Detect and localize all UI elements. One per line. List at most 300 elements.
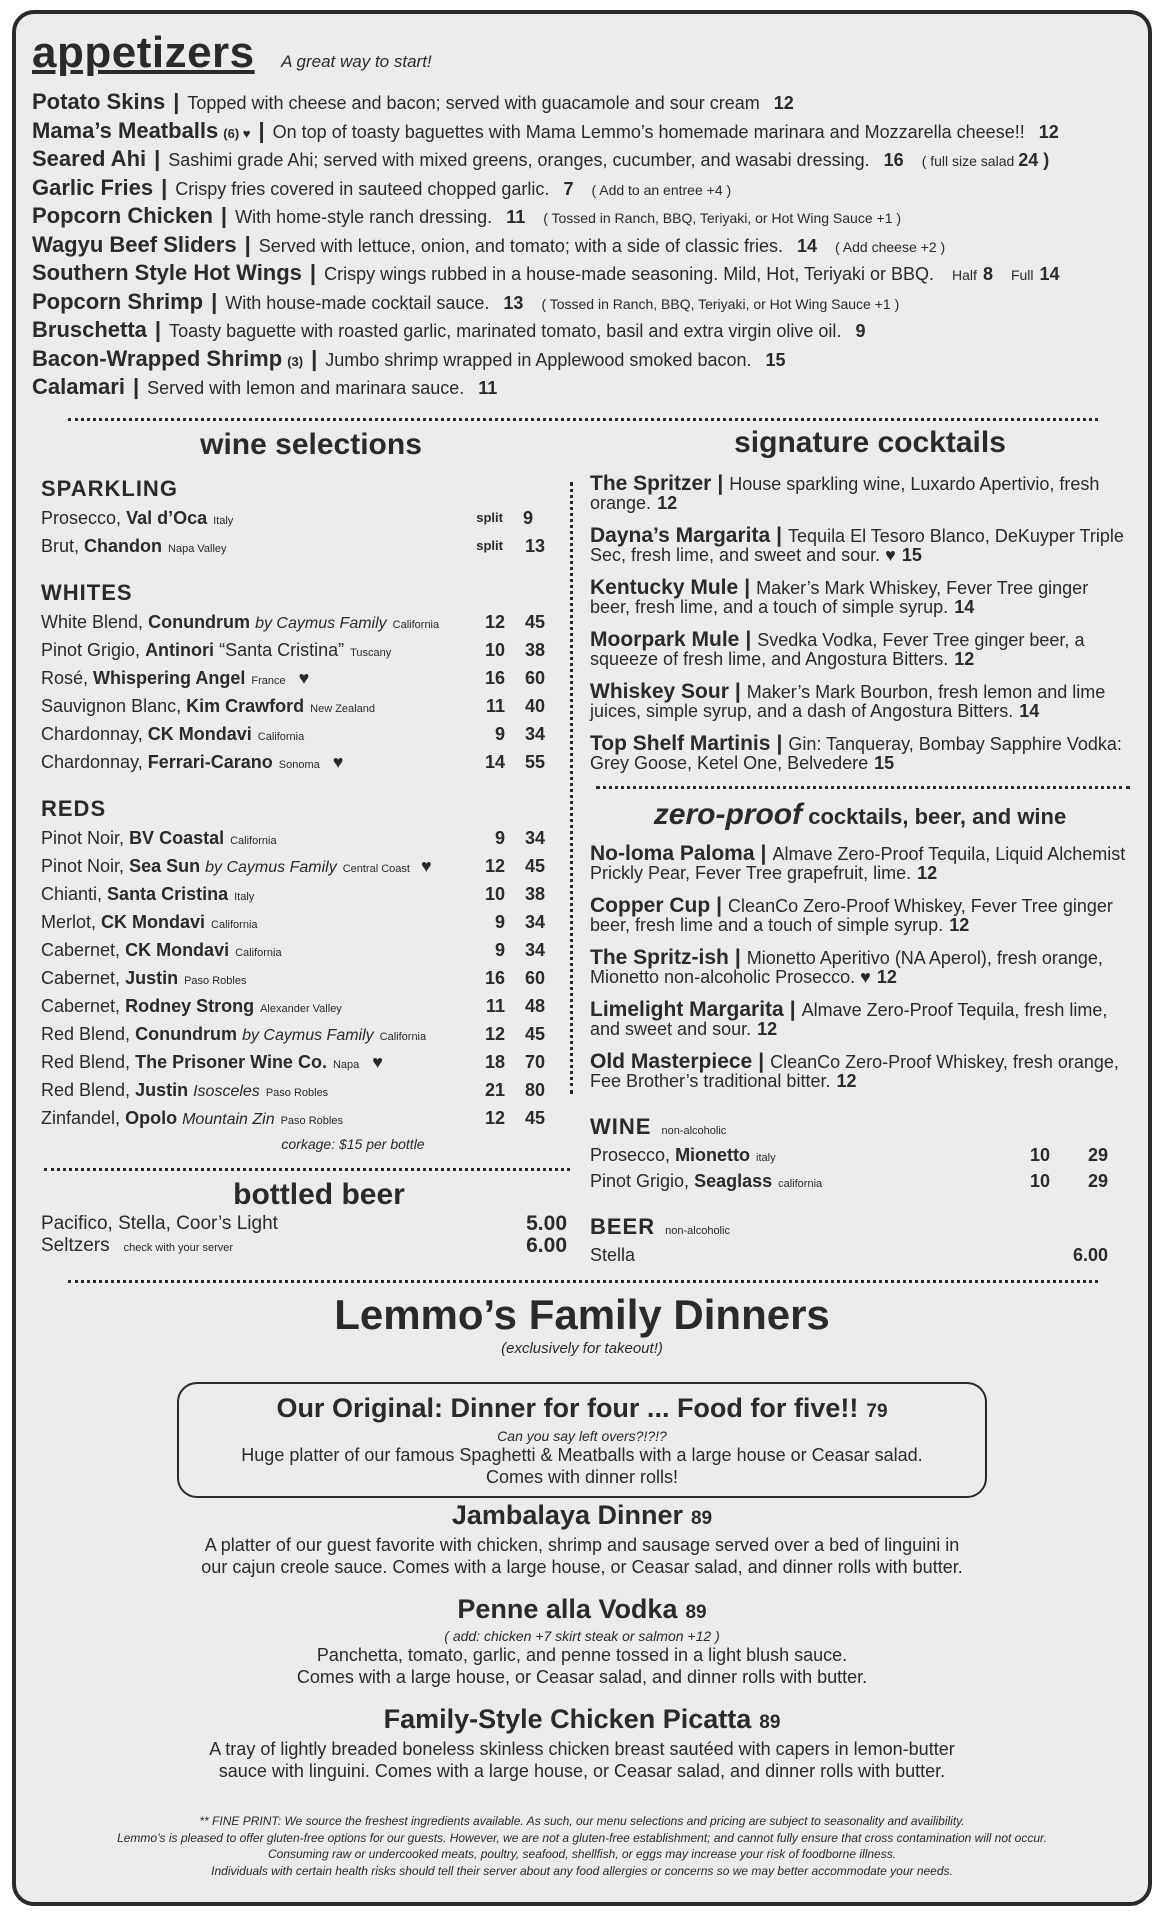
wine-region: Alexander Valley [260, 1003, 342, 1015]
wine-region: Central Coast [342, 863, 410, 875]
fine-print-line: Individuals with certain health risks should tell their server about any food allergies or concerns so we may better accommodate your needs. [211, 1863, 953, 1878]
appetizer-item: Bruschetta | Toasty baguette with roasted garlic, marinated tomato, basil and extra virgin olive oil. 9 [32, 317, 866, 342]
wine-region: California [211, 919, 258, 931]
na-wine-note: non-alcoholic [661, 1125, 727, 1137]
cocktail-desc: Tequila El Tesoro Blanco, DeKuyper Triple Sec, fresh lime, and sweet and sour. ♥ [590, 526, 1124, 565]
wine-type: Chardonnay, [41, 724, 143, 744]
cocktail-name: Moorpark Mule [590, 628, 740, 651]
wine-bottle-price: 34 [524, 724, 545, 744]
family-dinners [12, 1290, 1152, 1782]
wine-region: California [257, 731, 305, 743]
wine-type: Cabernet, [41, 968, 121, 988]
appetizer-price: 9 [855, 321, 866, 341]
wine-type: White Blend, [41, 612, 144, 632]
wine-type: Sauvignon Blanc, [41, 696, 182, 716]
wine-name: Antinori [145, 640, 215, 660]
appetizer-item: Bacon-Wrapped Shrimp (3) | Jumbo shrimp wrapped in Applewood smoked bacon. 15 [32, 345, 786, 371]
wine-name: Conundrum [148, 612, 251, 632]
wine-category-sparkling: SPARKLING [41, 476, 178, 501]
wine-row [41, 908, 545, 936]
wine-name: Sea Sun [129, 856, 201, 876]
wine-bottle-price: 29 [1087, 1171, 1108, 1191]
na-beer-row [590, 1242, 1108, 1268]
appetizer-name: Popcorn Chicken [32, 203, 213, 228]
cocktail-item: Top Shelf Martinis | Gin: Tanqueray, Bombay Sapphire Vodka: Grey Goose, Ketel One, Belvedere 15 [590, 732, 1122, 773]
heart-icon: ♥ [420, 856, 432, 876]
cocktail-item: Kentucky Mule | Maker’s Mark Whiskey, Fever Tree ginger beer, fresh lime, and a touch of simple syrup. 14 [590, 576, 1089, 617]
zero-proof-price: 12 [836, 1071, 857, 1091]
zero-proof-name: No-loma Paloma [590, 842, 755, 865]
appetizer-desc: Toasty baguette with roasted garlic, marinated tomato, basil and extra virgin olive oil. [169, 321, 842, 341]
non-alcoholic-list [590, 1112, 1108, 1268]
wine-row [41, 1048, 545, 1076]
na-wine-label: WINE [590, 1114, 652, 1139]
appetizer-name: Popcorn Shrimp [32, 288, 204, 314]
wine-bottle-price: 45 [524, 1108, 545, 1128]
appetizer-name: Calamari [32, 374, 125, 399]
wine-category-whites: WHITES [41, 580, 133, 605]
wine-glass-price: 10 [1029, 1145, 1050, 1165]
featured-dinner-title: Our Original: Dinner for four ... Food for five!! [276, 1393, 859, 1423]
wine-region: Napa Valley [168, 543, 227, 555]
appetizer-desc: Crispy wings rubbed in a house-made seasoning. Mild, Hot, Teriyaki or BBQ. [324, 264, 935, 284]
wine-name: Kim Crawford [186, 696, 305, 716]
half-price: 8 [982, 264, 993, 284]
zero-proof-title-italic: zero-proof [653, 798, 803, 831]
appetizer-desc: Sashimi grade Ahi; served with mixed greens, oranges, cucumber, and wasabi dressing. [168, 150, 870, 170]
wine-glass-price: 11 [485, 996, 505, 1016]
wine-region: California [235, 947, 282, 959]
appetizer-item: Popcorn Chicken | With home-style ranch dressing. 11 ( Tossed in Ranch, BBQ, Teriyaki, or Hot Wing Sauce +1 ) [32, 203, 902, 228]
featured-dinner-box [177, 1382, 987, 1498]
wine-region: Napa [332, 1059, 360, 1071]
cocktail-price: 12 [657, 493, 678, 513]
wine-glass-price: 9 [494, 940, 505, 960]
wine-glass-price: 9 [494, 828, 505, 848]
zero-proof-name: Old Masterpiece [590, 1050, 753, 1073]
cocktail-desc: Svedka Vodka, Fever Tree ginger beer, a squeeze of fresh lime, and Angostura Bitters. [590, 630, 1085, 669]
wine-glass-price: 12 [484, 1108, 505, 1128]
wine-type: Red Blend, [41, 1052, 131, 1072]
appetizer-desc: With home-style ranch dressing. [235, 207, 493, 227]
wine-type: Merlot, [41, 912, 97, 932]
zero-proof-desc: Almave Zero-Proof Tequila, Liquid Alchemist Prickly Pear, Fever Tree grapefruit, lime. [590, 844, 1126, 883]
beer-price: 6.00 [1072, 1245, 1108, 1265]
wine-row [41, 824, 545, 852]
featured-dinner-desc: Huge platter of our famous Spaghetti & Meatballs with a large house or Ceasar salad. [241, 1445, 923, 1465]
wine-region: California [230, 835, 277, 847]
wine-region: France [251, 675, 286, 687]
wine-region: Tuscany [350, 647, 392, 659]
featured-dinner-title-row [189, 1392, 975, 1428]
cocktail-desc: Maker’s Mark Bourbon, fresh lemon and lime juices, simple syrup, and a dash of Angostura Bitters. [590, 682, 1106, 721]
appetizer-name: Seared Ahi [32, 146, 147, 171]
wine-name: Justin [135, 1080, 189, 1100]
dinner-item [12, 1594, 1152, 1688]
wine-region: California [379, 1031, 427, 1043]
appetizer-desc: With house-made cocktail sauce. [225, 292, 490, 313]
wine-producer: Mountain Zin [182, 1111, 275, 1128]
na-wine-heading [590, 1112, 1108, 1142]
wine-name: Ferrari-Carano [147, 752, 273, 772]
appetizer-item: Southern Style Hot Wings | Crispy wings rubbed in a house-made seasoning. Mild, Hot, Teriyaki or BBQ. Half 8 Full 14 [32, 260, 1060, 285]
wine-bottle-price: 40 [524, 696, 545, 716]
wine-bottle-price: 29 [1087, 1145, 1108, 1165]
wine-name: Mionetto [675, 1145, 751, 1165]
wine-type: Prosecco, [590, 1145, 671, 1165]
appetizers-header [32, 28, 432, 78]
wine-row [41, 636, 545, 664]
wine-region: Italy [234, 891, 255, 903]
beer-price: 6.00 [526, 1234, 567, 1257]
cocktail-name: Kentucky Mule [590, 576, 739, 599]
wine-type: Brut, [41, 536, 80, 556]
cocktail-name: Whiskey Sour [590, 680, 729, 703]
split-label: split [476, 538, 503, 553]
zero-proof-title-rest: cocktails, beer, and wine [808, 804, 1067, 829]
wine-region: Sonoma [278, 759, 320, 771]
dinner-item [12, 1704, 1152, 1782]
na-beer-label: BEER [590, 1214, 656, 1239]
appetizer-note-price: 24 ) [1018, 150, 1050, 170]
appetizer-desc: Topped with cheese and bacon; served with guacamole and sour cream [187, 93, 760, 113]
wine-price: 9 [522, 508, 533, 528]
half-label: Half [952, 267, 977, 283]
zero-proof-desc: CleanCo Zero-Proof Whiskey, Fever Tree ginger beer, fresh lime and a touch of simple syrup. [590, 896, 1113, 935]
appetizer-note: ( Tossed in Ranch, BBQ, Teriyaki, or Hot Wing Sauce +1 ) [541, 295, 900, 312]
appetizer-name: Garlic Fries [32, 174, 154, 200]
wine-category-reds: REDS [41, 796, 107, 821]
wine-section-title: wine selections [200, 428, 422, 461]
wine-glass-price: 10 [484, 884, 505, 904]
dinners-subtitle: (exclusively for takeout!) [501, 1340, 663, 1357]
wine-type: Red Blend, [41, 1024, 131, 1044]
wine-glass-price: 18 [484, 1052, 505, 1072]
wine-glass-price: 11 [485, 696, 505, 716]
cocktail-list [590, 474, 1130, 786]
wine-glass-price: 9 [494, 912, 505, 932]
appetizer-list [32, 88, 1152, 402]
wine-row [41, 748, 545, 776]
wine-bottle-price: 34 [524, 940, 545, 960]
cocktail-name: Top Shelf Martinis [590, 732, 771, 755]
wine-row [41, 1020, 545, 1048]
appetizer-note: ( full size salad [921, 153, 1015, 169]
corkage-note: corkage: $15 per bottle [281, 1136, 425, 1152]
dinner-addons: ( add: chicken +7 skirt steak or salmon +12 ) [444, 1628, 720, 1644]
wine-type: Red Blend, [41, 1080, 131, 1100]
na-beer-note: non-alcoholic [665, 1225, 730, 1237]
zero-proof-item: Old Masterpiece | CleanCo Zero-Proof Whiskey, fresh orange, Fee Brother’s traditional bitter. 12 [590, 1050, 1119, 1091]
wine-row [41, 532, 545, 560]
zero-proof-item: No-loma Paloma | Almave Zero-Proof Tequila, Liquid Alchemist Prickly Pear, Fever Tree grapefruit, lime. 12 [590, 842, 1126, 883]
wine-type: Chardonnay, [41, 752, 143, 772]
appetizer-item: Mama’s Meatballs (6) ♥ | On top of toasty baguettes with Mama Lemmo’s homemade marinara and Mozzarella cheese!! 12 [32, 117, 1059, 143]
dinner-title-row [12, 1704, 1152, 1738]
appetizer-count: (6) ♥ [223, 125, 251, 141]
cocktail-desc: Maker’s Mark Whiskey, Fever Tree ginger beer, fresh lime, and a touch of simple syrup. [590, 578, 1089, 617]
appetizer-name: Southern Style Hot Wings [32, 260, 302, 285]
dinner-price: 89 [759, 1712, 781, 1733]
appetizer-name: Bacon-Wrapped Shrimp [32, 345, 283, 371]
appetizer-note: ( Add cheese +2 ) [835, 238, 946, 255]
divider [68, 1280, 1098, 1283]
wine-type: Pinot Noir, [41, 828, 125, 848]
wine-row [41, 852, 545, 880]
divider [596, 786, 1130, 789]
wine-type: Prosecco, [41, 508, 122, 528]
wine-row [41, 992, 545, 1020]
wine-producer: Isosceles [193, 1083, 260, 1100]
wine-glass-price: 9 [494, 724, 505, 744]
featured-dinner-tagline: Can you say left overs?!?!? [497, 1428, 667, 1444]
zero-proof-desc: Almave Zero-Proof Tequila, fresh lime, and sweet and sour. [590, 1000, 1108, 1039]
dinner-title-row [12, 1594, 1152, 1628]
zero-proof-price: 12 [949, 915, 970, 935]
dinner-price: 89 [690, 1508, 713, 1529]
dinner-item [12, 1500, 1152, 1578]
wine-glass-price: 16 [484, 968, 505, 988]
wine-name: The Prisoner Wine Co. [135, 1052, 327, 1072]
appetizer-price: 7 [563, 178, 574, 199]
wine-bottle-price: 38 [524, 640, 545, 660]
wine-type: Pinot Grigio, [41, 640, 141, 660]
wine-glass-price: 10 [1029, 1171, 1050, 1191]
beer-list [41, 1213, 567, 1257]
wine-name: CK Mondavi [147, 724, 252, 744]
appetizers-subtitle: A great way to start! [281, 52, 432, 71]
wine-glass-price: 12 [484, 612, 505, 632]
appetizer-desc: Crispy fries covered in sauteed chopped garlic. [175, 178, 550, 199]
dinner-desc: Panchetta, tomato, garlic, and penne tossed in a light blush sauce. [316, 1645, 848, 1665]
wine-name: CK Mondavi [125, 940, 230, 960]
appetizer-desc: Jumbo shrimp wrapped in Applewood smoked bacon. [325, 349, 752, 370]
appetizer-price: 15 [765, 349, 786, 370]
wine-glass-price: 12 [484, 1024, 505, 1044]
featured-dinner-desc: Comes with dinner rolls! [485, 1467, 679, 1487]
wine-type: Cabernet, [41, 940, 121, 960]
cocktail-price: 12 [954, 649, 975, 669]
wine-row [41, 936, 545, 964]
wine-region: New Zealand [310, 703, 375, 715]
wine-type: Rosé, [41, 668, 89, 688]
beer-name: Pacifico, Stella, Coor’s Light [41, 1213, 278, 1234]
appetizer-price: 14 [797, 235, 818, 256]
cocktail-price: 14 [1019, 701, 1040, 721]
cocktail-item: Whiskey Sour | Maker’s Mark Bourbon, fresh lemon and lime juices, simple syrup, and a dash of Angostura Bitters. 14 [590, 680, 1106, 721]
zero-proof-list [590, 844, 1130, 1104]
appetizer-price: 12 [1038, 121, 1059, 142]
beer-name: Seltzers [41, 1235, 110, 1256]
wine-row [41, 608, 545, 636]
wine-bottle-price: 48 [524, 996, 545, 1016]
appetizer-item: Garlic Fries | Crispy fries covered in sauteed chopped garlic. 7 ( Add to an entree +4 ) [32, 174, 732, 200]
cocktail-name: Dayna’s Margarita [590, 524, 771, 547]
wine-region: California [392, 619, 440, 631]
appetizer-item: Wagyu Beef Sliders | Served with lettuce, onion, and tomato; with a side of classic fries. 14 ( Add cheese +2 ) [32, 231, 946, 257]
wine-name: Conundrum [135, 1024, 238, 1044]
appetizer-name: Potato Skins [32, 89, 166, 114]
wine-row [41, 720, 545, 748]
wine-glass-price: 16 [484, 668, 505, 688]
cocktail-section-title: signature cocktails [734, 426, 1006, 459]
dinner-desc: A tray of lightly breaded boneless skinless chicken breast sautéed with capers in lemon-butter [209, 1739, 955, 1759]
wine-row [41, 880, 545, 908]
wine-region: italy [756, 1152, 776, 1164]
beer-row [41, 1235, 567, 1257]
wine-bottle-price: 45 [524, 612, 545, 632]
appetizer-price: 13 [503, 292, 524, 313]
wine-region: Paso Robles [280, 1115, 343, 1127]
cocktail-name: The Spritzer [590, 472, 712, 495]
zero-proof-item: The Spritz-ish | Mionetto Aperitivo (NA Aperol), fresh orange, Mionetto non-alcoholic Prosecco. ♥ 12 [590, 946, 1103, 987]
dinner-title: Jambalaya Dinner [451, 1500, 683, 1530]
fine-print-line: ** FINE PRINT: We source the freshest ingredients available. As such, our menu selections and pricing are subject to seasonality and availibility. [199, 1814, 965, 1828]
zero-proof-name: The Spritz-ish [590, 946, 729, 969]
appetizer-item: Potato Skins | Topped with cheese and bacon; served with guacamole and sour cream 12 [32, 89, 794, 114]
zero-proof-price: 12 [757, 1019, 778, 1039]
wine-bottle-price: 55 [524, 752, 545, 772]
dinner-desc: our cajun creole sauce. Comes with a large house, or Ceasar salad, and dinner rolls with butter. [201, 1557, 963, 1577]
wine-bottle-price: 45 [524, 1024, 545, 1044]
wine-bottle-price: 38 [524, 884, 545, 904]
fine-print [12, 1813, 1152, 1879]
wine-bottle-price: 34 [524, 828, 545, 848]
wine-row [41, 1076, 545, 1104]
wine-name: Val d’Oca [126, 508, 208, 528]
cocktail-desc: Gin: Tanqueray, Bombay Sapphire Vodka: Grey Goose, Ketel One, Belvedere [590, 734, 1122, 773]
zero-proof-price: 12 [876, 967, 897, 987]
featured-dinner-price: 79 [866, 1401, 888, 1422]
appetizers-title: appetizers [32, 28, 255, 77]
appetizer-count: (3) [287, 353, 304, 369]
wine-name: Rodney Strong [125, 996, 255, 1016]
wine-producer: by Caymus Family [242, 1027, 374, 1044]
appetizer-desc: On top of toasty baguettes with Mama Lemmo’s homemade marinara and Mozzarella cheese!! [272, 121, 1025, 142]
appetizer-price: 11 [478, 378, 498, 398]
heart-icon: ♥ [298, 668, 310, 688]
wine-bottle-price: 34 [524, 912, 545, 932]
appetizer-price: 16 [883, 150, 904, 170]
appetizer-name: Wagyu Beef Sliders [32, 231, 237, 257]
wine-glass-price: 21 [484, 1080, 505, 1100]
wine-region: Italy [213, 515, 234, 527]
heart-icon: ♥ [332, 752, 344, 772]
beer-name: Stella [590, 1245, 636, 1265]
appetizer-desc: Served with lemon and marinara sauce. [147, 378, 465, 398]
wine-name: BV Coastal [129, 828, 225, 848]
wine-type: Pinot Noir, [41, 856, 125, 876]
wine-bottle-price: 60 [524, 668, 545, 688]
wine-glass-price: 10 [484, 640, 505, 660]
wine-glass-price: 12 [484, 856, 505, 876]
cocktail-item: The Spritzer | House sparkling wine, Luxardo Apertivio, fresh orange. 12 [590, 472, 1100, 513]
zero-proof-name: Copper Cup [590, 894, 711, 917]
zero-proof-price: 12 [917, 863, 938, 883]
appetizer-note: ( Add to an entree +4 ) [591, 181, 732, 198]
dinner-price: 89 [685, 1602, 707, 1623]
na-wine-row [590, 1142, 1108, 1168]
wine-region: Paso Robles [184, 975, 247, 987]
zero-proof-desc: CleanCo Zero-Proof Whiskey, fresh orange, Fee Brother’s traditional bitter. [590, 1052, 1119, 1091]
wine-bottle-price: 60 [524, 968, 545, 988]
zero-proof-desc: Mionetto Aperitivo (NA Aperol), fresh orange, Mionetto non-alcoholic Prosecco. ♥ [590, 948, 1103, 987]
na-wine-row [590, 1168, 1108, 1194]
wine-row [41, 664, 545, 692]
wine-name: Santa Cristina [107, 884, 229, 904]
cocktail-item: Moorpark Mule | Svedka Vodka, Fever Tree ginger beer, a squeeze of fresh lime, and Angostura Bitters. 12 [590, 628, 1085, 669]
appetizer-item: Seared Ahi | Sashimi grade Ahi; served with mixed greens, oranges, cucumber, and wasabi dressing. 16 ( full size salad 24 ) [32, 146, 1050, 171]
dinners-title: Lemmo’s Family Dinners [334, 1291, 830, 1338]
wine-row [41, 964, 545, 992]
wine-producer: by Caymus Family [205, 859, 337, 876]
wine-name: Chandon [84, 536, 163, 556]
wine-region: Paso Robles [265, 1087, 329, 1099]
divider [44, 1168, 570, 1171]
dinner-title: Family-Style Chicken Picatta [383, 1704, 752, 1734]
appetizer-item: Popcorn Shrimp | With house-made cocktail sauce. 13 ( Tossed in Ranch, BBQ, Teriyaki, or Hot Wing Sauce +1 ) [32, 288, 900, 314]
full-label: Full [1010, 267, 1034, 283]
column-divider [570, 482, 573, 1094]
wine-price: 13 [524, 536, 545, 556]
appetizer-name: Bruschetta [32, 317, 147, 342]
cocktail-desc: House sparkling wine, Luxardo Apertivio, fresh orange. [590, 474, 1100, 513]
wine-region: california [778, 1178, 823, 1190]
wine-bottle-price: 45 [524, 856, 545, 876]
appetizer-price: 11 [506, 207, 526, 227]
cocktail-price: 15 [901, 545, 922, 565]
beer-row [41, 1213, 567, 1235]
dinner-desc: sauce with linguini. Comes with a large house, or Ceasar salad, and dinner rolls with butter. [218, 1761, 946, 1781]
dinner-title: Penne alla Vodka [457, 1594, 678, 1624]
wine-bottle-price: 70 [524, 1052, 545, 1072]
beer-price: 5.00 [526, 1212, 567, 1235]
wine-glass-price: 14 [484, 752, 505, 772]
wine-type: Chianti, [41, 884, 103, 904]
wine-producer: by Caymus Family [255, 615, 387, 632]
zero-proof-name: Limelight Margarita [590, 998, 784, 1021]
wine-list [41, 474, 545, 1156]
wine-label: “Santa Cristina” [219, 640, 345, 660]
dinner-desc: Comes with a large house, or Ceasar salad, and dinner rolls with butter. [296, 1667, 868, 1687]
dinner-title-row [12, 1500, 1152, 1534]
wine-name: CK Mondavi [101, 912, 206, 932]
zero-proof-item: Copper Cup | CleanCo Zero-Proof Whiskey, Fever Tree ginger beer, fresh lime and a touch of simple syrup. 12 [590, 894, 1113, 935]
dinner-desc: A platter of our guest favorite with chicken, shrimp and sausage served over a bed of linguini in [204, 1535, 960, 1555]
fine-print-line: Lemmo’s is pleased to offer gluten-free options for our guests. However, we are not a gluten-free establishment; and cannot fully ensure that cross contamination will not occur. [117, 1830, 1047, 1845]
wine-name: Seaglass [694, 1171, 773, 1191]
wine-row [41, 504, 545, 532]
appetizer-desc: Served with lettuce, onion, and tomato; with a side of classic fries. [258, 235, 783, 256]
wine-bottle-price: 80 [524, 1080, 545, 1100]
wine-type: Cabernet, [41, 996, 121, 1016]
fine-print-line: Consuming raw or undercooked meats, poultry, seafood, shellfish, or eggs may increase your risk of foodborne illness. [267, 1847, 897, 1861]
na-beer-heading [590, 1212, 1108, 1242]
beer-note: check with your server [123, 1242, 234, 1254]
wine-type: Pinot Grigio, [590, 1171, 690, 1191]
wine-name: Justin [125, 968, 179, 988]
heart-icon: ♥ [372, 1052, 383, 1072]
full-price: 14 [1039, 264, 1060, 284]
wine-name: Opolo [125, 1108, 178, 1128]
cocktail-price: 14 [954, 597, 975, 617]
cocktail-item: Dayna’s Margarita | Tequila El Tesoro Blanco, DeKuyper Triple Sec, fresh lime, and sweet and sour. ♥ 15 [590, 524, 1124, 565]
wine-row [41, 1104, 545, 1132]
zero-proof-item: Limelight Margarita | Almave Zero-Proof Tequila, fresh lime, and sweet and sour. 12 [590, 998, 1108, 1039]
wine-name: Whispering Angel [93, 668, 246, 688]
split-label: split [476, 510, 503, 525]
wine-type: Zinfandel, [41, 1108, 121, 1128]
